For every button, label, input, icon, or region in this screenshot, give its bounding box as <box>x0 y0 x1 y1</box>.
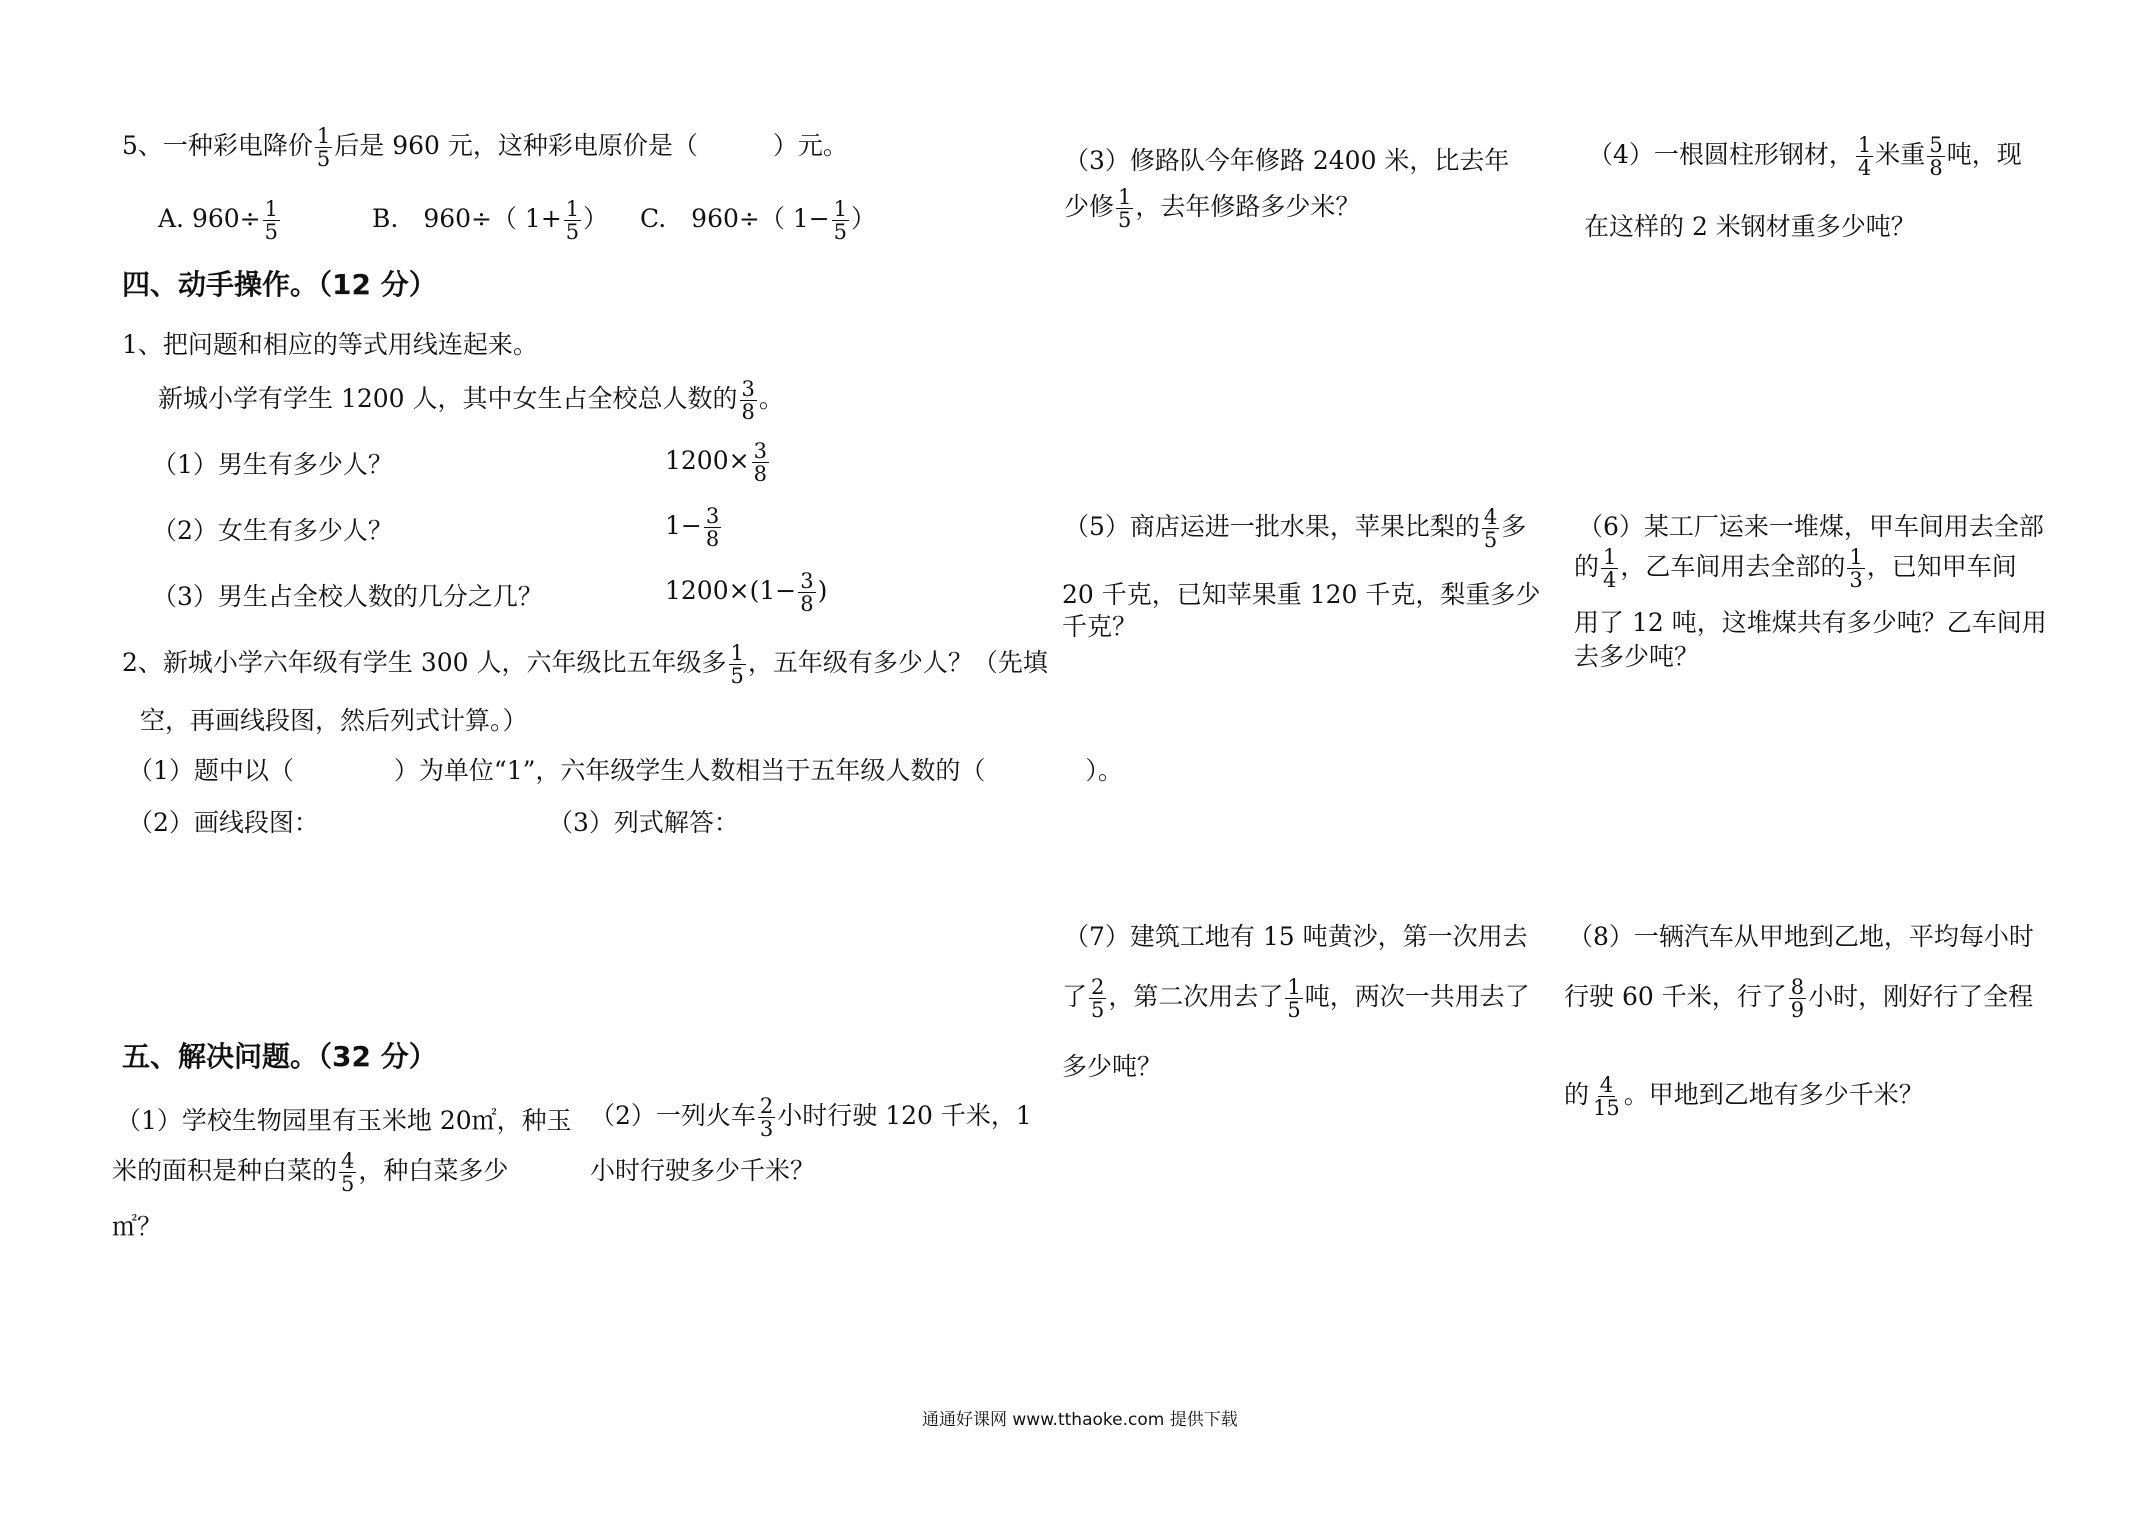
problem-1-line3: ㎡？ <box>112 1212 163 1241</box>
problem-2-fraction: $\frac{2}{3}$ <box>759 1094 774 1142</box>
problem-8-fraction-2: $\frac{4}{15}$ <box>1593 1073 1620 1121</box>
section4-item2-line1: 2、新城小学六年级有学生 300 人，六年级比五年级多 $\frac{1}{5}$ ，五年级有多少人？（先填 <box>122 641 1048 689</box>
problem-4-fraction-1: $\frac{1}{4}$ <box>1857 133 1872 181</box>
problem-6-fraction-2: $\frac{1}{3}$ <box>1849 545 1863 593</box>
problem-8-line2: 行驶 60 千米，行了 $\frac{8}{9}$ 小时，刚好行了全程 <box>1564 975 2034 1023</box>
page-footer: 通通好课网 www.tthaoke.com 提供下载 <box>922 1410 1238 1430</box>
section4-sub2: （2）画线段图： <box>128 808 319 837</box>
problem-5-line1: （5）商店运进一批水果，苹果比梨的 $\frac{4}{5}$ 多 <box>1064 505 1527 553</box>
q5-fraction: $\frac{1}{5}$ <box>316 124 331 172</box>
problem-5-fraction: $\frac{4}{5}$ <box>1483 505 1498 553</box>
problem-3-line2: 少修 $\frac{1}{5}$ ，去年修路多少米？ <box>1064 185 1361 233</box>
match-question-2: （2）女生有多少人？ <box>152 516 393 545</box>
problem-7-line1: （7）建筑工地有 15 吨黄沙，第一次用去 <box>1064 922 1528 951</box>
section4-intro-fraction: $\frac{3}{8}$ <box>741 377 755 425</box>
q5-option-a: A. 960÷ $\frac{1}{5}$ <box>158 197 278 245</box>
problem-6-line2: 的 $\frac{1}{4}$ ，乙车间用去全部的 $\frac{1}{3}$ ，已知甲车间 <box>1574 545 2017 593</box>
problem-8-line3: 的 $\frac{4}{15}$ 。甲地到乙地有多少千米？ <box>1564 1073 1924 1121</box>
problem-6-line4: 去多少吨？ <box>1574 642 1700 671</box>
problem-3-line1: （3）修路队今年修路 2400 米，比去年 <box>1064 146 1510 175</box>
q5-option-b-fraction: $\frac{1}{5}$ <box>565 197 580 245</box>
problem-7-fraction-1: $\frac{2}{5}$ <box>1091 975 1105 1023</box>
section4-intro: 新城小学有学生 1200 人，其中女生占全校总人数的 $\frac{3}{8}$ 。 <box>158 377 784 425</box>
q5-text-b: 后是 960 元，这种彩电原价是（ ）元。 <box>334 131 848 161</box>
section4-sub1: （1）题中以（ ）为单位“1”，六年级学生人数相当于五年级人数的（ ）。 <box>128 756 1123 785</box>
q5-option-a-fraction: $\frac{1}{5}$ <box>264 197 278 245</box>
section5-title: 五、解决问题。（32 分） <box>122 1040 437 1073</box>
match-expression-2: 1− $\frac{3}{8}$ <box>665 504 720 552</box>
problem-1-line2: 米的面积是种白菜的 $\frac{4}{5}$ ，种白菜多少 <box>112 1149 509 1197</box>
section4-item2-line2: 空，再画线段图，然后列式计算。） <box>140 706 528 735</box>
match-question-1: （1）男生有多少人？ <box>152 450 393 479</box>
problem-8-fraction-1: $\frac{8}{9}$ <box>1790 975 1805 1023</box>
problem-7-line2: 了 $\frac{2}{5}$ ，第二次用去了 $\frac{1}{5}$ 吨，两次一共用去了 <box>1062 975 1530 1023</box>
match-expression-1: 1200× $\frac{3}{8}$ <box>665 439 767 487</box>
q5-text-a: 5、一种彩电降价 <box>122 131 313 161</box>
problem-2-line2: 小时行驶多少千米？ <box>590 1156 816 1185</box>
problem-4-line1: （4）一根圆柱形钢材， $\frac{1}{4}$ 米重 $\frac{5}{8}$ 吨，现 <box>1588 133 2022 181</box>
problem-1-line1: （1）学校生物园里有玉米地 20㎡，种玉 <box>116 1106 572 1135</box>
problem-3-fraction: $\frac{1}{5}$ <box>1118 185 1132 233</box>
problem-2-line1: （2）一列火车 $\frac{2}{3}$ 小时行驶 120 千米，1 <box>590 1094 1032 1142</box>
section4-item2-fraction: $\frac{1}{5}$ <box>730 641 744 689</box>
q5-stem <box>122 125 848 170</box>
problem-6-line3: 用了 12 吨，这堆煤共有多少吨？乙车间用 <box>1574 608 2047 637</box>
problem-6-line1: （6）某工厂运来一堆煤，甲车间用去全部 <box>1578 512 2044 541</box>
match-question-3: （3）男生占全校人数的几分之几？ <box>152 582 543 611</box>
section4-item1: 1、把问题和相应的等式用线连起来。 <box>122 330 538 359</box>
q5-option-c-fraction: $\frac{1}{5}$ <box>833 197 848 245</box>
problem-5-line2: 20 千克，已知苹果重 120 千克，梨重多少 <box>1062 580 1541 609</box>
problem-4-line2: 在这样的 2 米钢材重多少吨？ <box>1584 212 1916 241</box>
problem-7-fraction-2: $\frac{1}{5}$ <box>1287 975 1301 1023</box>
problem-5-line3: 千克？ <box>1062 612 1138 641</box>
section4-sub3: （3）列式解答： <box>548 808 739 837</box>
problem-1-fraction: $\frac{4}{5}$ <box>341 1149 355 1197</box>
match-expression-3: 1200×(1− $\frac{3}{8}$ ) <box>665 569 828 617</box>
section4-title: 四、动手操作。（12 分） <box>122 268 437 301</box>
problem-4-fraction-2: $\frac{5}{8}$ <box>1929 133 1943 181</box>
problem-8-line1: （8）一辆汽车从甲地到乙地，平均每小时 <box>1568 922 2034 951</box>
problem-6-fraction-1: $\frac{1}{4}$ <box>1603 545 1617 593</box>
q5-option-c: C. 960÷（ 1− $\frac{1}{5}$ ） <box>640 197 877 245</box>
problem-7-line3: 多少吨？ <box>1062 1052 1163 1081</box>
q5-option-b: B. 960÷（ 1+ $\frac{1}{5}$ ） <box>372 197 609 245</box>
